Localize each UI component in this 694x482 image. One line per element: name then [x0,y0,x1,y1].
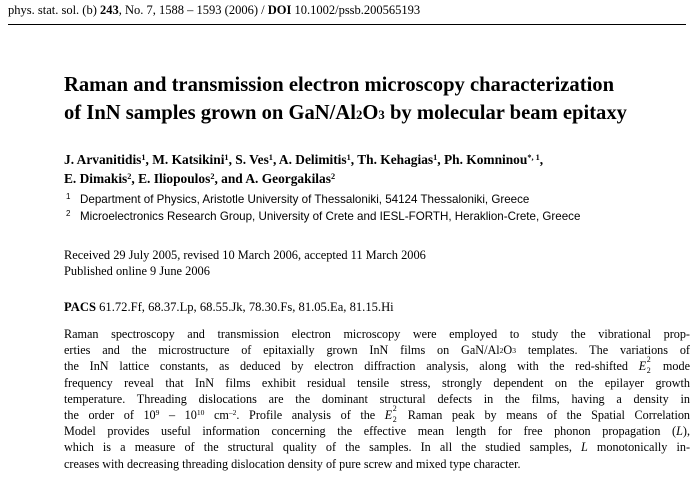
abstract-line: the InN lattice constants, as deduced by electron diffraction analysis, along with the red-shifted E 2 2 mode [64,355,690,376]
abstract-line: the order of $10^9 - 10^{10}$ $cm^{-2}$. Profile analysis of the E 2 2 Raman peak by means of the Spatial Correlation [64,404,691,425]
title-line-2: of InN samples grown on GaN/$Al_2O_3$ by molecular beam epitaxy [64,102,627,124]
abstract-line: which is a measure of the structural quality of the samples. In all the studied samples, L monotonically in- [64,440,690,455]
abstract-line: temperature. Threading dislocations are the dominant structural defects in the films, having a density in [64,391,690,406]
title-line-1: Raman and transmission electron microscopy characterization [64,74,615,96]
publication-dates [64,247,426,279]
published-date: Published online 9 June 2006 [64,264,210,278]
abstract-line: frequency reveal that InN films exhibit residual tensile stress, strongly dependent on the epilayer growth [64,375,690,390]
abstract-line: creases with decreasing threading dislocation density of pure screw and mixed type character. [64,456,521,471]
journal-volume: 243 [100,3,119,17]
e2-mode-symbol: E 2 2 [384,404,397,425]
abstract [64,326,690,472]
doi-label: DOI [267,3,292,17]
journal-header [8,3,420,18]
author: E. Iliopoulos [138,171,211,186]
paper-title [64,71,689,127]
abstract-line: Raman spectroscopy and transmission electron microscopy were employed to study the vibrational prop- [64,327,690,341]
journal-name: phys. stat. sol. (b) [8,3,97,17]
author: A. Delimitis [278,152,347,167]
pacs-label: PACS [64,300,96,314]
author: M. Katsikini [152,152,225,167]
author: S. Ves [235,152,269,167]
author: Ph. Komninou [443,152,528,167]
doi-value[interactable]: 10.1002/pssb.200565193 [291,3,421,17]
e2-mode-symbol: E 2 2 [638,355,651,376]
pacs-values: 61.72.Ff, 68.37.Lp, 68.55.Jk, 78.30.Fs, 81.05.Ea, 81.15.Hi [95,300,394,314]
received-date: Received 29 July 2005, revised 10 March 2006, accepted 11 March 2006 [64,248,426,262]
affiliation-1: 1 Department of Physics, Aristotle University of Thessaloniki, 54124 Thessaloniki, Greece [66,192,530,206]
author-line-2: E. Dimakis$^2$, E. Iliopoulos$^2$, and A. Georgakilas$^2$ [64,171,336,186]
abstract-line: erties and the microstructure of epitaxially grown InN films on GaN/$Al_2O_3$ templates. The variations of [64,343,690,358]
header-rule [8,24,686,25]
affiliation-2: 2 Microelectronics Research Group, University of Crete and IESL-FORTH, Heraklion-Crete, Greece [66,208,581,223]
author: Th. Kehagias [357,152,434,167]
author: J. Arvanitidis [64,152,142,167]
author: A. Georgakilas [245,171,331,186]
abstract-line: Model provides useful information concerning the effective mean length for free phonon propagation (L), [64,424,690,439]
author-list [64,150,689,188]
author-line-1: J. Arvanitidis$^1$, M. Katsikini$^1$, S. Ves$^1$, A. Delimitis$^1$, Th. Kehagias$^1$, Ph. Komninou$^{*, 1}$, [64,152,544,167]
author: E. Dimakis [64,171,128,186]
pacs-codes [64,300,394,315]
affiliations [64,192,689,225]
issue-pages: , No. 7, 1588 – 1593 (2006) / [118,3,268,17]
